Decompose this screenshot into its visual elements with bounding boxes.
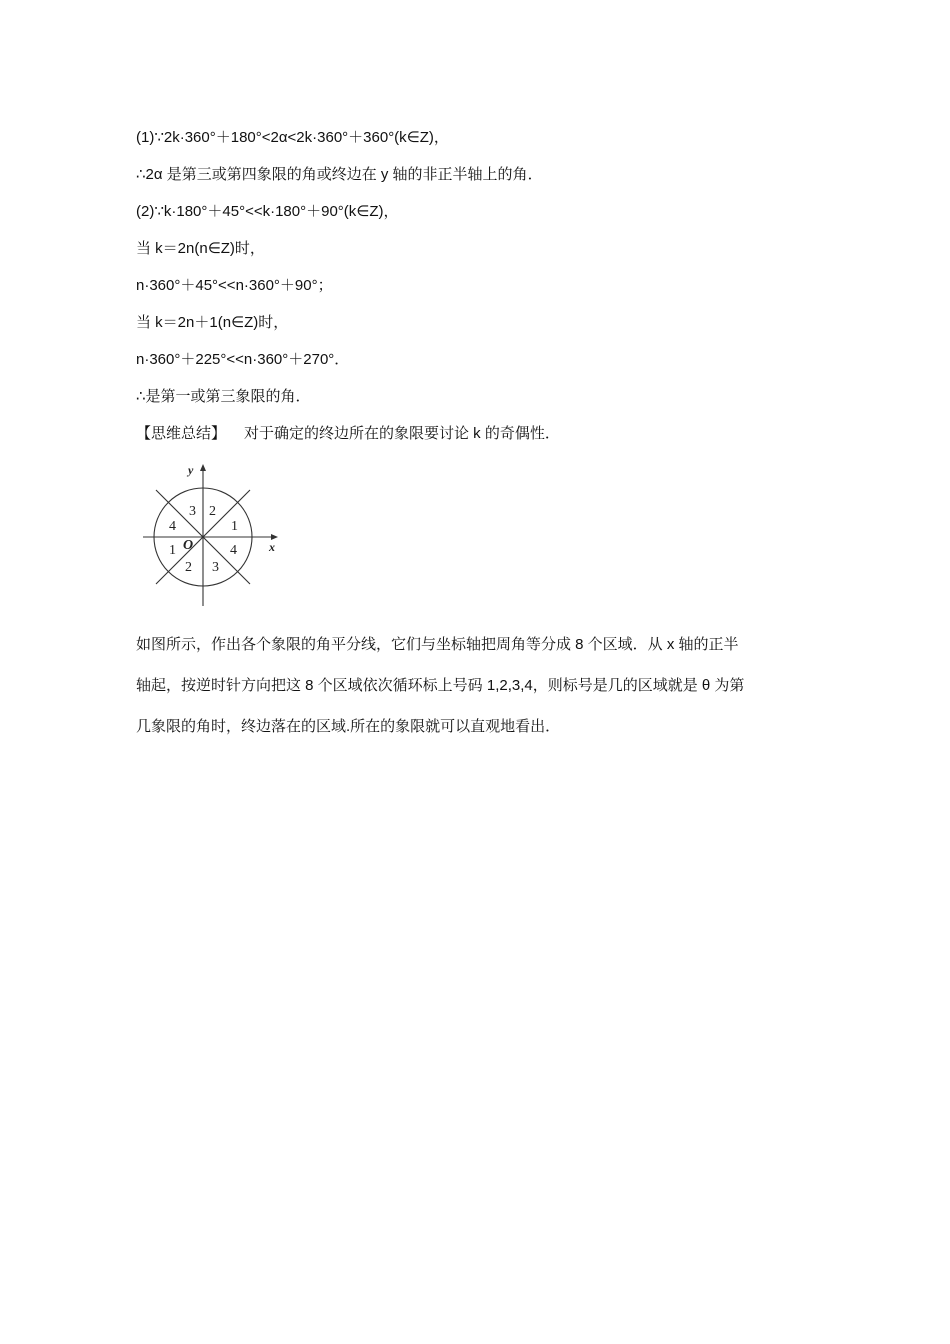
x-axis-label: x [269,540,275,554]
solution-line-1: (1)∵2k·360°＋180°<2α<2k·360°＋360°(k∈Z)， [136,129,449,146]
explanation-line: 如图所示，作出各个象限的角平分线，它们与坐标轴把周角等分成 8 个区域．从 x 轴的正半 [136,636,739,653]
y-axis-label: y [188,463,194,477]
solution-line-3: (2)∵k·180°＋45°<<k·180°＋90°(k∈Z)， [136,203,399,220]
explanation-line: 几象限的角时，终边落在的区域.所在的象限就可以直观地看出． [136,718,561,735]
region-label: 3 [189,504,196,519]
explanation-line: 轴起，按逆时针方向把这 8 个区域依次循环标上号码 1,2,3,4，则标号是几的区域就是 θ 为第 [136,677,745,694]
explanation-paragraph [136,624,816,747]
region-label: 1 [231,519,238,534]
summary-line [136,424,560,444]
solution-line-2: ∴2α 是第三或第四象限的角或终边在 y 轴的非正半轴上的角． [136,166,543,183]
solution-line-4: 当 k＝2n(n∈Z)时， [136,240,265,257]
quadrant-diagram [138,458,284,608]
region-label: 2 [209,504,216,519]
solution-line-6: 当 k＝2n＋1(n∈Z)时， [136,314,289,331]
region-label: 4 [230,543,237,558]
solution-line-5: n·360°＋45°<<n·360°＋90°； [136,277,333,294]
solution-line-7: n·360°＋225°<<n·360°＋270°． [136,351,350,368]
region-label: 2 [185,560,192,575]
region-label: 4 [169,519,176,534]
region-label: 3 [212,560,219,575]
summary-text: 对于确定的终边所在的象限要讨论 k 的奇偶性． [244,425,560,442]
summary-heading: 【思维总结】 [136,425,227,442]
y-axis-arrow-icon [200,464,206,471]
origin-label: O [183,538,194,553]
solution-line-8: ∴是第一或第三象限的角． [136,388,311,405]
region-label: 1 [169,543,176,558]
